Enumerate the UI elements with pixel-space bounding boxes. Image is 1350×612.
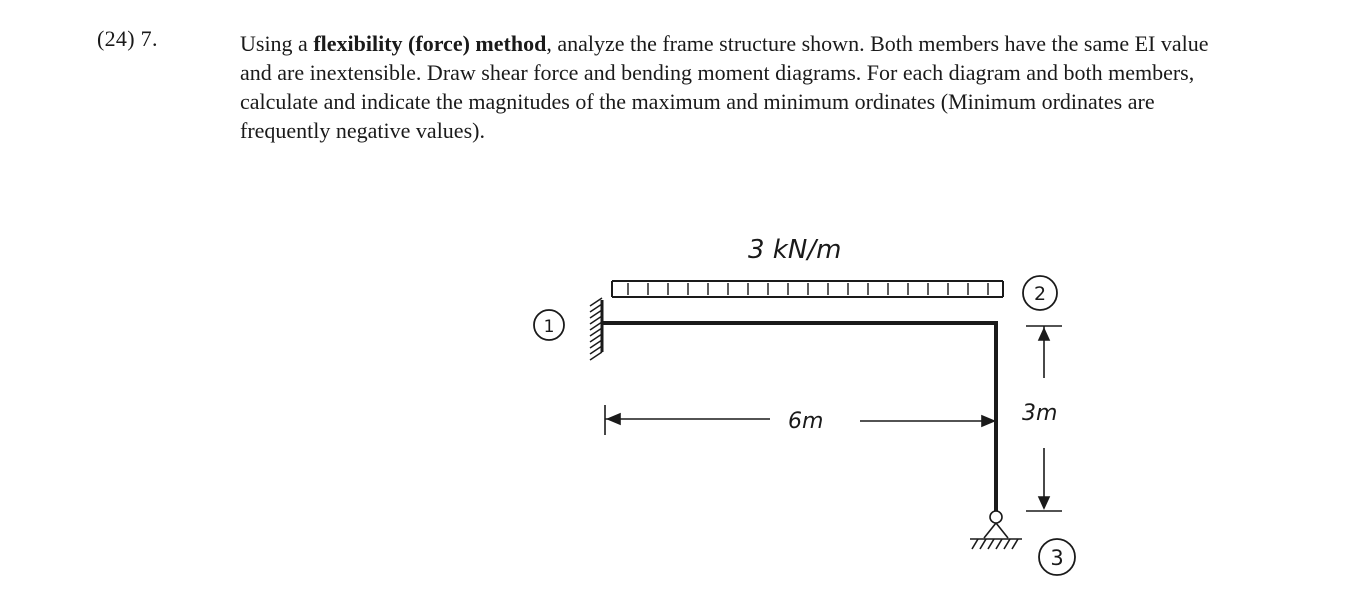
- node-1-label: 1: [543, 317, 555, 337]
- load-label: 3 kN/m: [748, 235, 842, 265]
- node-2-label: 2: [1033, 283, 1047, 305]
- pin-support: [970, 511, 1022, 549]
- load-arrows: [628, 283, 988, 295]
- question-body: , analyze the frame structure shown. Both members have the same EI value and are inextensible. Draw shear force and bending moment diagrams. For each diagram and both members, calculate and indicate the magnitudes of the maximum and minimum ordinates (Minimum ordinates are frequently negative values).: [240, 31, 1209, 143]
- height-label: 3m: [1022, 401, 1058, 426]
- node-1-marker: [534, 310, 564, 340]
- node-2-marker: [1023, 276, 1057, 310]
- node-3-label: 3: [1050, 546, 1064, 570]
- method-emphasis: flexibility (force) method: [313, 31, 547, 56]
- fixed-support: [590, 298, 602, 360]
- span-label: 6m: [788, 409, 824, 434]
- node-3-marker: [1039, 539, 1075, 575]
- question-number: (24) 7.: [97, 26, 158, 51]
- question-intro: Using a: [240, 31, 314, 56]
